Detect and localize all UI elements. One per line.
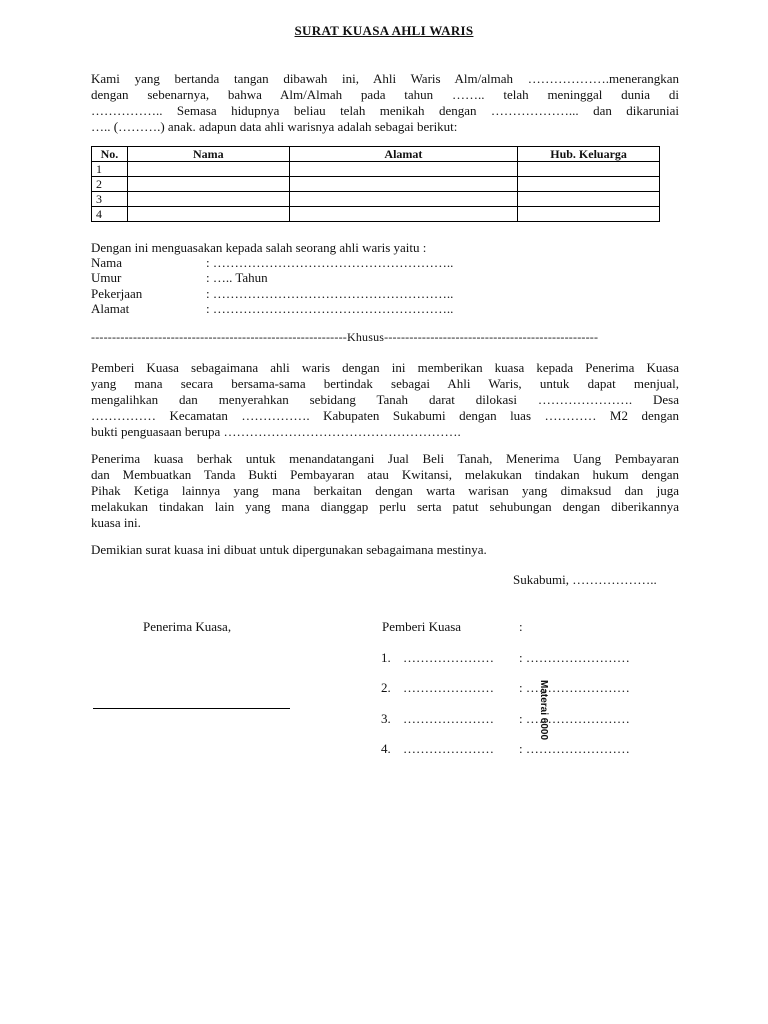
cell-nama bbox=[127, 207, 289, 222]
khusus-separator: -------------------------------------------------------------Khusus--------------------------------------------------- bbox=[91, 330, 599, 344]
intro-line: dengan sebenarnya, bahwa Alm/Almah pada tahun …….. telah meninggal dunia di bbox=[91, 87, 679, 102]
table-row bbox=[92, 162, 660, 177]
column-header-hub-keluarga: Hub. Keluarga bbox=[518, 147, 660, 162]
intro-line: ….. (……….) anak. adapun data ahli warisnya adalah sebagai berikut: bbox=[91, 119, 458, 134]
row-number: 1 bbox=[92, 162, 128, 177]
field-label: Pekerjaan bbox=[91, 286, 143, 301]
cell-alamat bbox=[289, 177, 518, 192]
assign-intro: Dengan ini menguasakan kepada salah seorang ahli waris yaitu : bbox=[91, 240, 427, 255]
authority-line: yang mana secara bersama-sama bertindak sebagai Ahli Waris, untuk dapat menjual, bbox=[91, 376, 679, 391]
authority-line: bukti penguasaan berupa ………………………………………………. bbox=[91, 424, 461, 439]
table-row bbox=[92, 192, 660, 207]
materai-stamp-label: Materai 6000 bbox=[538, 680, 549, 741]
closing-statement: Demikian surat kuasa ini dibuat untuk dipergunakan sebagaimana mestinya. bbox=[91, 542, 487, 557]
field-pekerjaan bbox=[91, 286, 453, 302]
intro-line: …………….. Semasa hidupnya beliau telah menikah dengan ………………... dan dikaruniai bbox=[91, 103, 679, 118]
field-value: : ……………………………………………….. bbox=[206, 301, 454, 316]
cell-hub-keluarga bbox=[518, 177, 660, 192]
cell-hub-keluarga bbox=[518, 207, 660, 222]
rights-paragraph bbox=[91, 451, 679, 531]
signer-signature-dots: : …………………… bbox=[519, 650, 630, 665]
table-row bbox=[92, 207, 660, 222]
signer-number: 1. bbox=[381, 650, 391, 665]
document-title: SURAT KUASA AHLI WARIS bbox=[294, 23, 474, 38]
field-label: Nama bbox=[91, 255, 123, 270]
penerima-kuasa-label: Penerima Kuasa, bbox=[143, 619, 232, 634]
rights-line: kuasa ini. bbox=[91, 515, 141, 530]
rights-line: Penerima kuasa berhak untuk menandatangani Jual Beli Tanah, Menerima Uang Pembayaran bbox=[91, 451, 679, 466]
row-number: 4 bbox=[92, 207, 128, 222]
signer-name-dots: ………………… bbox=[403, 741, 494, 756]
cell-nama bbox=[127, 192, 289, 207]
field-label: Alamat bbox=[91, 301, 130, 316]
authority-line: mengalihkan dan menyerahkan sebidang Tanah darat dilokasi …………………. Desa bbox=[91, 392, 679, 407]
signer-name-dots: ………………… bbox=[403, 650, 494, 665]
heirs-table bbox=[91, 146, 660, 222]
field-umur bbox=[91, 270, 268, 286]
cell-alamat bbox=[289, 192, 518, 207]
signer-name-dots: ………………… bbox=[403, 680, 494, 695]
signer-number: 2. bbox=[381, 680, 391, 695]
signer-signature-dots: : …………………… bbox=[519, 711, 630, 726]
intro-line: Kami yang bertanda tangan dibawah ini, Ahli Waris Alm/almah ……………….menerangkan bbox=[91, 71, 679, 86]
penerima-signature-line bbox=[93, 708, 290, 709]
signer-number: 3. bbox=[381, 711, 391, 726]
cell-hub-keluarga bbox=[518, 192, 660, 207]
authority-line: …………… Kecamatan ……………. Kabupaten Sukabumi dengan luas ………… M2 dengan bbox=[91, 408, 679, 423]
column-header-alamat: Alamat bbox=[289, 147, 518, 162]
cell-nama bbox=[127, 177, 289, 192]
rights-line: Pihak Ketiga lainnya yang mana berkaitan dengan warta warisan yang dimaksud dan juga bbox=[91, 483, 679, 498]
signer-name-dots: ………………… bbox=[403, 711, 494, 726]
intro-paragraph bbox=[91, 71, 679, 135]
signer-number: 4. bbox=[381, 741, 391, 756]
pemberi-kuasa-colon: : bbox=[519, 619, 523, 634]
table-header-row bbox=[92, 147, 660, 162]
authority-line: Pemberi Kuasa sebagaimana ahli waris dengan ini memberikan kuasa kepada Penerima Kuasa bbox=[91, 360, 679, 375]
column-header-no: No. bbox=[92, 147, 128, 162]
field-value: : ….. Tahun bbox=[206, 270, 268, 285]
rights-line: melakukan tindakan lain yang mana dianggap perlu serta patut sehubungan dengan diberikannya bbox=[91, 499, 679, 514]
signer-signature-dots: : …………………… bbox=[519, 680, 630, 695]
cell-alamat bbox=[289, 207, 518, 222]
field-value: : ……………………………………………….. bbox=[206, 286, 454, 301]
place-date: Sukabumi, ……………….. bbox=[513, 572, 657, 587]
table-row bbox=[92, 177, 660, 192]
field-label: Umur bbox=[91, 270, 122, 285]
column-header-nama: Nama bbox=[127, 147, 289, 162]
signer-signature-dots: : …………………… bbox=[519, 741, 630, 756]
cell-nama bbox=[127, 162, 289, 177]
field-nama bbox=[91, 255, 453, 271]
field-value: : ……………………………………………….. bbox=[206, 255, 454, 270]
cell-hub-keluarga bbox=[518, 162, 660, 177]
row-number: 3 bbox=[92, 192, 128, 207]
row-number: 2 bbox=[92, 177, 128, 192]
pemberi-kuasa-label: Pemberi Kuasa bbox=[382, 619, 462, 634]
field-alamat bbox=[91, 301, 453, 317]
cell-alamat bbox=[289, 162, 518, 177]
rights-line: dan Membuatkan Tanda Bukti Pembayaran atau Kwitansi, melakukan tindakan hukum dengan bbox=[91, 467, 679, 482]
authority-paragraph bbox=[91, 360, 679, 440]
